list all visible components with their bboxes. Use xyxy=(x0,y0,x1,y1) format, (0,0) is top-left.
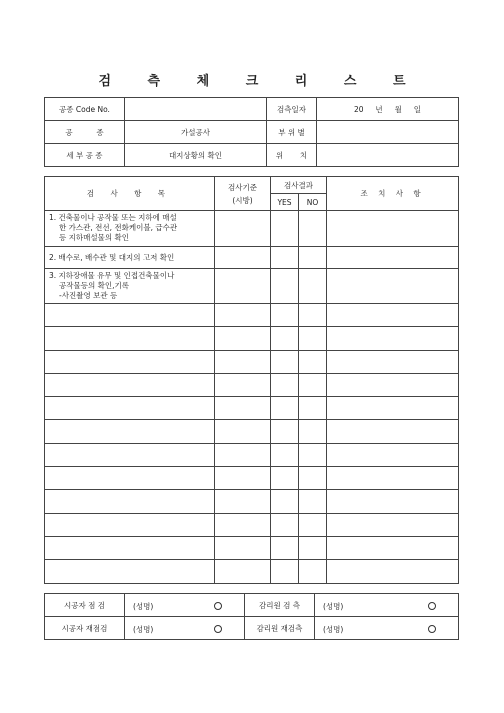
table-row xyxy=(45,350,459,373)
table-row xyxy=(45,304,459,327)
item-cell[interactable] xyxy=(45,490,215,513)
part-label: 부 위 별 xyxy=(267,121,317,144)
no-cell[interactable] xyxy=(299,327,327,350)
action-cell[interactable] xyxy=(327,327,459,350)
standard-cell[interactable] xyxy=(215,536,271,559)
sign-name-label: (성명) xyxy=(133,625,154,634)
item-cell[interactable] xyxy=(45,467,215,490)
standard-cell[interactable] xyxy=(215,269,271,304)
action-cell[interactable] xyxy=(327,490,459,513)
yes-cell[interactable] xyxy=(271,536,299,559)
no-cell[interactable] xyxy=(299,560,327,583)
sign-name-label: (성명) xyxy=(323,625,344,634)
supervisor-check-label: 감리원 검 측 xyxy=(245,594,315,617)
seal-icon xyxy=(214,625,222,633)
yes-cell[interactable] xyxy=(271,513,299,536)
part-field[interactable] xyxy=(317,121,459,144)
standard-cell[interactable] xyxy=(215,397,271,420)
supervisor-recheck-label: 감리원 재검측 xyxy=(245,617,315,640)
contractor-check-sign[interactable] xyxy=(125,594,245,617)
seal-icon xyxy=(428,625,436,633)
header-standard xyxy=(215,177,271,211)
header-no: NO xyxy=(299,194,327,211)
yes-cell[interactable] xyxy=(271,373,299,396)
page-title: 검 측 체 크 리 스 트 xyxy=(98,74,422,89)
table-row xyxy=(45,373,459,396)
item-cell[interactable] xyxy=(45,373,215,396)
action-cell[interactable] xyxy=(327,247,459,269)
header-standard-l1: 검사기준 xyxy=(228,182,257,192)
item-cell[interactable] xyxy=(45,536,215,559)
header-result: 검사결과 xyxy=(271,177,327,194)
yes-cell[interactable] xyxy=(271,247,299,269)
table-row xyxy=(45,397,459,420)
action-cell[interactable] xyxy=(327,467,459,490)
header-action: 조 치 사 항 xyxy=(327,177,459,211)
item-1 xyxy=(45,211,215,247)
item-cell[interactable] xyxy=(45,513,215,536)
yes-cell[interactable] xyxy=(271,269,299,304)
standard-cell[interactable] xyxy=(215,247,271,269)
no-cell[interactable] xyxy=(299,269,327,304)
no-cell[interactable] xyxy=(299,350,327,373)
standard-cell[interactable] xyxy=(215,490,271,513)
header-items: 검 사 항 목 xyxy=(45,177,215,211)
action-cell[interactable] xyxy=(327,350,459,373)
action-cell[interactable] xyxy=(327,211,459,247)
seal-icon xyxy=(214,602,222,610)
item-1-l1: 1. 건축물이나 공작물 또는 지하에 매설 xyxy=(49,213,177,222)
inspection-table xyxy=(44,176,459,584)
action-cell[interactable] xyxy=(327,443,459,466)
sign-name-label: (성명) xyxy=(133,602,154,611)
signature-table xyxy=(44,593,459,640)
item-3-l2: 공작물등의 확인,기록 xyxy=(59,281,129,290)
item-2-l1: 2. 배수로, 배수관 및 대지의 고저 확인 xyxy=(49,252,175,262)
table-row xyxy=(45,490,459,513)
table-row xyxy=(45,327,459,350)
yes-cell[interactable] xyxy=(271,211,299,247)
action-cell[interactable] xyxy=(327,560,459,583)
work-type-field[interactable]: 가설공사 xyxy=(125,121,267,144)
table-row xyxy=(45,443,459,466)
no-cell[interactable] xyxy=(299,536,327,559)
item-3-l1: 3. 지하장애물 유무 및 인접건축물이나 xyxy=(49,271,175,280)
standard-cell[interactable] xyxy=(215,467,271,490)
inspection-date-field[interactable]: 20 년 월 일 xyxy=(317,98,459,121)
yes-cell[interactable] xyxy=(271,420,299,443)
inspection-date-label: 검측일자 xyxy=(267,98,317,121)
location-label: 위 치 xyxy=(267,144,317,167)
empty-rows xyxy=(45,304,459,584)
contractor-recheck-label: 시공자 재점검 xyxy=(45,617,125,640)
item-cell[interactable] xyxy=(45,327,215,350)
action-cell[interactable] xyxy=(327,304,459,327)
standard-cell[interactable] xyxy=(215,560,271,583)
yes-cell[interactable] xyxy=(271,304,299,327)
table-row xyxy=(45,560,459,583)
action-cell[interactable] xyxy=(327,420,459,443)
action-cell[interactable] xyxy=(327,513,459,536)
standard-cell[interactable] xyxy=(215,211,271,247)
action-cell[interactable] xyxy=(327,269,459,304)
contractor-recheck-sign[interactable] xyxy=(125,617,245,640)
no-cell[interactable] xyxy=(299,373,327,396)
item-2 xyxy=(45,247,215,269)
no-cell[interactable] xyxy=(299,490,327,513)
item-3-l3: -사진촬영 보관 등 xyxy=(59,291,118,300)
supervisor-check-sign[interactable] xyxy=(315,594,459,617)
action-cell[interactable] xyxy=(327,373,459,396)
yes-cell[interactable] xyxy=(271,327,299,350)
work-type-label: 공 종 xyxy=(45,121,125,144)
standard-cell[interactable] xyxy=(215,373,271,396)
item-3 xyxy=(45,269,215,304)
project-code-label: 공종 Code No. xyxy=(45,98,125,121)
item-cell[interactable] xyxy=(45,397,215,420)
sign-name-label: (성명) xyxy=(323,602,344,611)
header-standard-l2: (시방) xyxy=(232,195,253,205)
item-cell[interactable] xyxy=(45,350,215,373)
action-cell[interactable] xyxy=(327,536,459,559)
contractor-check-label: 시공자 점 검 xyxy=(45,594,125,617)
yes-cell[interactable] xyxy=(271,397,299,420)
no-cell[interactable] xyxy=(299,443,327,466)
supervisor-recheck-sign[interactable] xyxy=(315,617,459,640)
yes-cell[interactable] xyxy=(271,350,299,373)
no-cell[interactable] xyxy=(299,397,327,420)
detail-work-label: 세 부 공 종 xyxy=(45,144,125,167)
table-row xyxy=(45,467,459,490)
no-cell[interactable] xyxy=(299,467,327,490)
item-cell[interactable] xyxy=(45,304,215,327)
item-1-l3: 등 지하매설물의 확인 xyxy=(59,233,129,242)
no-cell[interactable] xyxy=(299,247,327,269)
standard-cell[interactable] xyxy=(215,513,271,536)
table-row xyxy=(45,536,459,559)
action-cell[interactable] xyxy=(327,397,459,420)
yes-cell[interactable] xyxy=(271,467,299,490)
standard-cell[interactable] xyxy=(215,420,271,443)
table-row xyxy=(45,513,459,536)
yes-cell[interactable] xyxy=(271,490,299,513)
yes-cell[interactable] xyxy=(271,443,299,466)
info-table xyxy=(44,97,459,167)
standard-cell[interactable] xyxy=(215,350,271,373)
seal-icon xyxy=(428,602,436,610)
item-cell[interactable] xyxy=(45,560,215,583)
standard-cell[interactable] xyxy=(215,327,271,350)
yes-cell[interactable] xyxy=(271,560,299,583)
item-cell[interactable] xyxy=(45,420,215,443)
table-row xyxy=(45,420,459,443)
detail-work-field[interactable]: 대지상황의 확인 xyxy=(125,144,267,167)
project-code-field[interactable] xyxy=(125,98,267,121)
no-cell[interactable] xyxy=(299,304,327,327)
standard-cell[interactable] xyxy=(215,304,271,327)
header-yes: YES xyxy=(271,194,299,211)
no-cell[interactable] xyxy=(299,211,327,247)
no-cell[interactable] xyxy=(299,420,327,443)
standard-cell[interactable] xyxy=(215,443,271,466)
location-field[interactable] xyxy=(317,144,459,167)
item-1-l2: 한 가스관, 전선, 전화케이블, 급수관 xyxy=(59,223,178,232)
no-cell[interactable] xyxy=(299,513,327,536)
item-cell[interactable] xyxy=(45,443,215,466)
